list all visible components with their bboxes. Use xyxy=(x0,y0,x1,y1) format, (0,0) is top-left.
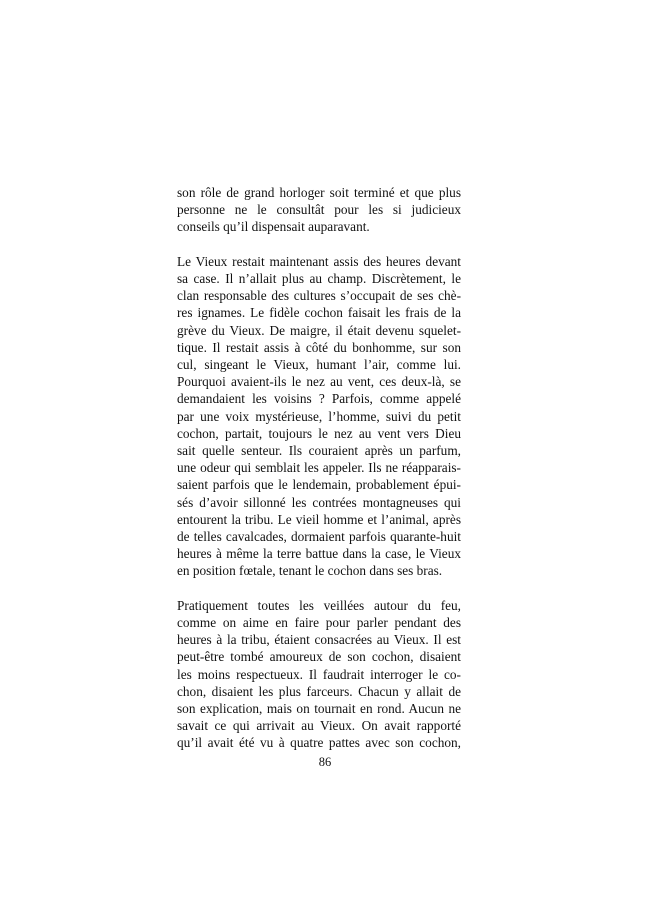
text-line: demandaient les voisins ? Parfois, comme appelé xyxy=(177,391,461,407)
text-line: peut-être tombé amoureux de son cochon, disaient xyxy=(177,649,461,665)
text-line: personne ne le consultât pour les si judicieux xyxy=(177,202,461,218)
text-line: chon, disaient les plus farceurs. Chacun y allait de xyxy=(177,683,461,699)
text-line: de telles cavalcades, dormaient parfois quarante-huit xyxy=(177,529,461,545)
text-line: sait quelle senteur. Ils couraient après un parfum, xyxy=(177,443,461,459)
paragraph-2 xyxy=(177,253,461,580)
text-line: en position fœtale, tenant le cochon dans ses bras. xyxy=(177,563,443,579)
text-line: heures à même la terre battue dans la case, le Vieux xyxy=(177,546,461,562)
text-line: une odeur qui semblait les appeler. Ils ne réapparais- xyxy=(177,460,461,476)
text-line: heures à la tribu, étaient consacrées au Vieux. Il est xyxy=(177,632,461,648)
text-line: Pourquoi avaient-ils le nez au vent, ces deux-là, se xyxy=(177,374,461,390)
text-line: par une voix mystérieuse, l’homme, suivi du petit xyxy=(177,408,461,424)
text-line: conseils qu’il dispensait auparavant. xyxy=(177,219,370,235)
text-line: sa case. Il n’allait plus au champ. Discrètement, le xyxy=(177,271,461,286)
text-line: grève du Vieux. De maigre, il était devenu squelet- xyxy=(177,322,461,338)
text-line: cochon, partait, toujours le nez au vent vers Dieu xyxy=(177,425,461,441)
text-line: Le Vieux restait maintenant assis des heures devant xyxy=(177,253,461,269)
text-line: tique. Il restait assis à côté du bonhomme, sur son xyxy=(177,339,461,355)
text-line: son rôle de grand horloger soit terminé et que plus xyxy=(177,185,461,200)
page-number: 86 xyxy=(318,755,332,769)
body-text xyxy=(177,184,461,752)
paragraph-1 xyxy=(177,184,461,236)
text-line: son explication, mais on tournait en rond. Aucun ne xyxy=(177,701,461,717)
text-line: les moins respectueux. Il faudrait interroger le co- xyxy=(177,666,461,682)
text-line: clan responsable des cultures s’occupait de ses chè- xyxy=(177,288,461,304)
text-line: cul, singeant le Vieux, humant l’air, comme lui. xyxy=(177,357,461,373)
text-line: Pratiquement toutes les veillées autour du feu, xyxy=(177,597,461,613)
text-line: entourent la tribu. Le vieil homme et l’animal, après xyxy=(177,511,461,527)
text-line: res ignames. Le fidèle cochon faisait les frais de la xyxy=(177,305,461,321)
paragraph-3 xyxy=(177,597,461,752)
text-line: qu’il avait été vu à quatre pattes avec son cochon, xyxy=(177,735,461,751)
text-line: savait ce qui arrivait au Vieux. On avait rapporté xyxy=(177,718,461,734)
text-line: sés d’avoir sillonné les contrées montagneuses qui xyxy=(177,494,461,510)
text-line: comme on aime en faire pour parler pendant des xyxy=(177,615,461,631)
text-line: saient parfois que le lendemain, probablement épui- xyxy=(177,477,461,493)
